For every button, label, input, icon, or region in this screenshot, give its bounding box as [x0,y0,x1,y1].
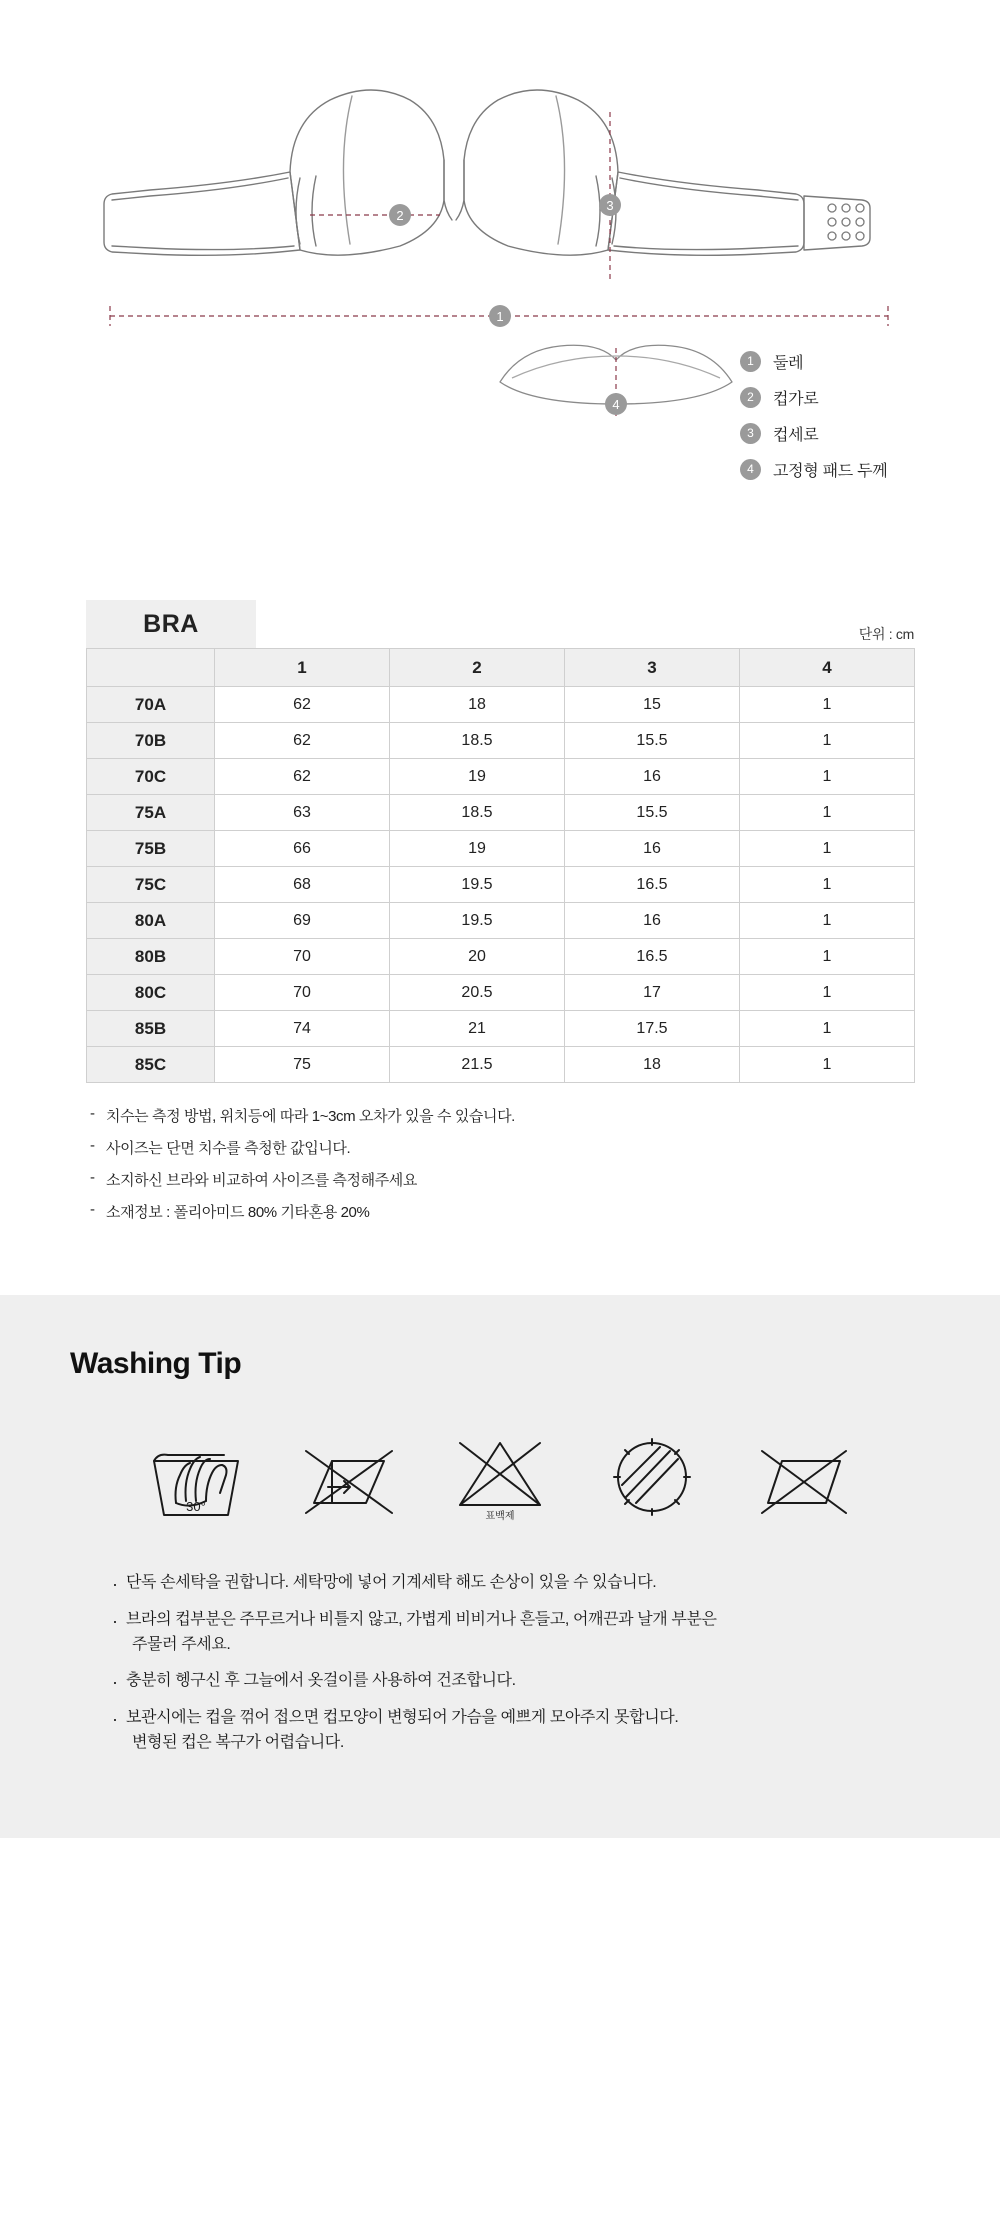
table-cell: 18 [390,687,565,723]
washing-note-text: 보관시에는 컵을 꺾어 접으면 컵모양이 변형되어 가슴을 예쁘게 모아주지 못합니다. [126,1709,679,1727]
table-cell: 17.5 [565,1011,740,1047]
legend-item-4 [740,458,980,480]
table-cell: 19 [390,831,565,867]
table-cell: 62 [215,759,390,795]
table-cell: 69 [215,903,390,939]
table-cell: 1 [740,1047,915,1083]
table-cell: 1 [740,867,915,903]
no-tumble-dry-label: 표백제 [485,1511,515,1522]
table-row-size: 80A [87,903,215,939]
washing-note [110,1571,930,1596]
table-row [87,723,915,759]
table-cell: 19.5 [390,867,565,903]
washing-tip-title: Washing Tip [70,1347,242,1380]
marker-3-label: 3 [606,198,614,213]
table-cell: 20.5 [390,975,565,1011]
table-cell: 19.5 [390,903,565,939]
table-cell: 1 [740,903,915,939]
table-row [87,1011,915,1047]
washing-note [110,1706,930,1756]
diagram-legend [740,350,980,494]
legend-badge-1: 1 [740,351,761,372]
table-row-size: 80C [87,975,215,1011]
table-cell: 62 [215,687,390,723]
table-row-size: 80B [87,939,215,975]
table-cell: 18.5 [390,723,565,759]
washing-note-continuation: 주물러 주세요. [132,1635,231,1653]
dry-in-shade-icon [596,1417,708,1527]
legend-badge-2: 2 [740,387,761,408]
size-table-section [0,600,1000,1279]
table-cell: 15 [565,687,740,723]
marker-4-label: 4 [612,397,620,412]
table-cell: 1 [740,795,915,831]
table-row [87,903,915,939]
legend-label-2: 컵가로 [773,390,819,408]
table-row-size: 75B [87,831,215,867]
table-col-4: 4 [740,649,915,687]
measurement-diagram-section [0,0,1000,600]
no-dry-clean-icon [748,1417,860,1527]
table-cell: 1 [740,1011,915,1047]
table-cell: 16 [565,759,740,795]
no-bleach-icon [292,1417,404,1527]
table-cell: 1 [740,687,915,723]
table-cell: 63 [215,795,390,831]
table-row [87,795,915,831]
table-row-size: 70C [87,759,215,795]
table-cell: 18.5 [390,795,565,831]
legend-item-3 [740,422,980,444]
washing-note [110,1608,930,1658]
table-row-size: 75A [87,795,215,831]
washing-tip-section [0,1295,1000,1838]
no-tumble-dry-icon [444,1417,556,1527]
table-cell: 19 [390,759,565,795]
table-row-size: 85B [87,1011,215,1047]
legend-badge-3: 3 [740,423,761,444]
table-col-1: 1 [215,649,390,687]
size-note: - 사이즈는 단면 치수를 측청한 값입니다. [86,1137,914,1158]
size-note: - 치수는 측정 방법, 위치등에 따라 1~3cm 오차가 있을 수 있습니다. [86,1105,914,1126]
legend-label-4: 고정형 패드 두께 [773,462,888,480]
table-row-size: 75C [87,867,215,903]
table-cell: 18 [565,1047,740,1083]
table-row [87,975,915,1011]
table-col-0 [87,649,215,687]
table-row [87,759,915,795]
table-row-size: 70B [87,723,215,759]
table-header-row [87,649,915,687]
table-cell: 68 [215,867,390,903]
table-header-bar [86,600,914,648]
table-row-size: 85C [87,1047,215,1083]
table-cell: 1 [740,831,915,867]
table-cell: 62 [215,723,390,759]
washing-note-text: 충분히 헹구신 후 그늘에서 옷걸이를 사용하여 건조합니다. [126,1672,516,1690]
legend-item-1 [740,350,980,372]
table-cell: 16 [565,831,740,867]
size-table [86,648,915,1083]
table-row [87,939,915,975]
table-col-3: 3 [565,649,740,687]
table-title: BRA [86,600,256,648]
table-cell: 15.5 [565,795,740,831]
hand-wash-temp-label: 30° [186,1499,206,1514]
table-row [87,687,915,723]
table-cell: 16 [565,903,740,939]
washing-notes-list [70,1571,930,1756]
table-cell: 70 [215,975,390,1011]
table-col-2: 2 [390,649,565,687]
table-row [87,831,915,867]
washing-note [110,1669,930,1694]
table-cell: 15.5 [565,723,740,759]
table-cell: 75 [215,1047,390,1083]
size-note: - 소지하신 브라와 비교하여 사이즈를 측정해주세요 [86,1169,914,1190]
legend-item-2 [740,386,980,408]
table-body [87,687,915,1083]
table-cell: 16.5 [565,867,740,903]
table-row [87,867,915,903]
washing-note-text: 단독 손세탁을 권합니다. 세탁망에 넣어 기계세탁 해도 손상이 있을 수 있습니다. [126,1574,657,1591]
legend-badge-4: 4 [740,459,761,480]
table-cell: 17 [565,975,740,1011]
legend-label-3: 컵세로 [773,426,819,444]
table-unit-label: 단위 : cm [858,626,914,642]
table-cell: 1 [740,975,915,1011]
hand-wash-30-icon [140,1417,252,1527]
size-note: - 소재정보 : 폴리아미드 80% 기타혼용 20% [86,1201,914,1222]
table-cell: 66 [215,831,390,867]
washing-icons-row [0,1417,1000,1527]
legend-label-1: 둘레 [773,354,804,372]
table-cell: 74 [215,1011,390,1047]
table-cell: 21.5 [390,1047,565,1083]
table-cell: 1 [740,723,915,759]
table-row-size: 70A [87,687,215,723]
marker-1-label: 1 [496,309,504,324]
table-cell: 21 [390,1011,565,1047]
size-notes-list [86,1105,914,1279]
washing-note-text: 브라의 컵부분은 주무르거나 비틀지 않고, 가볍게 비비거나 흔들고, 어깨끈과 날개 부분은 [126,1610,717,1628]
washing-note-continuation: 변형된 컵은 복구가 어렵습니다. [132,1733,344,1751]
marker-2-label: 2 [396,208,404,223]
table-row [87,1047,915,1083]
table-cell: 70 [215,939,390,975]
table-cell: 1 [740,759,915,795]
table-cell: 16.5 [565,939,740,975]
table-cell: 1 [740,939,915,975]
table-cell: 20 [390,939,565,975]
